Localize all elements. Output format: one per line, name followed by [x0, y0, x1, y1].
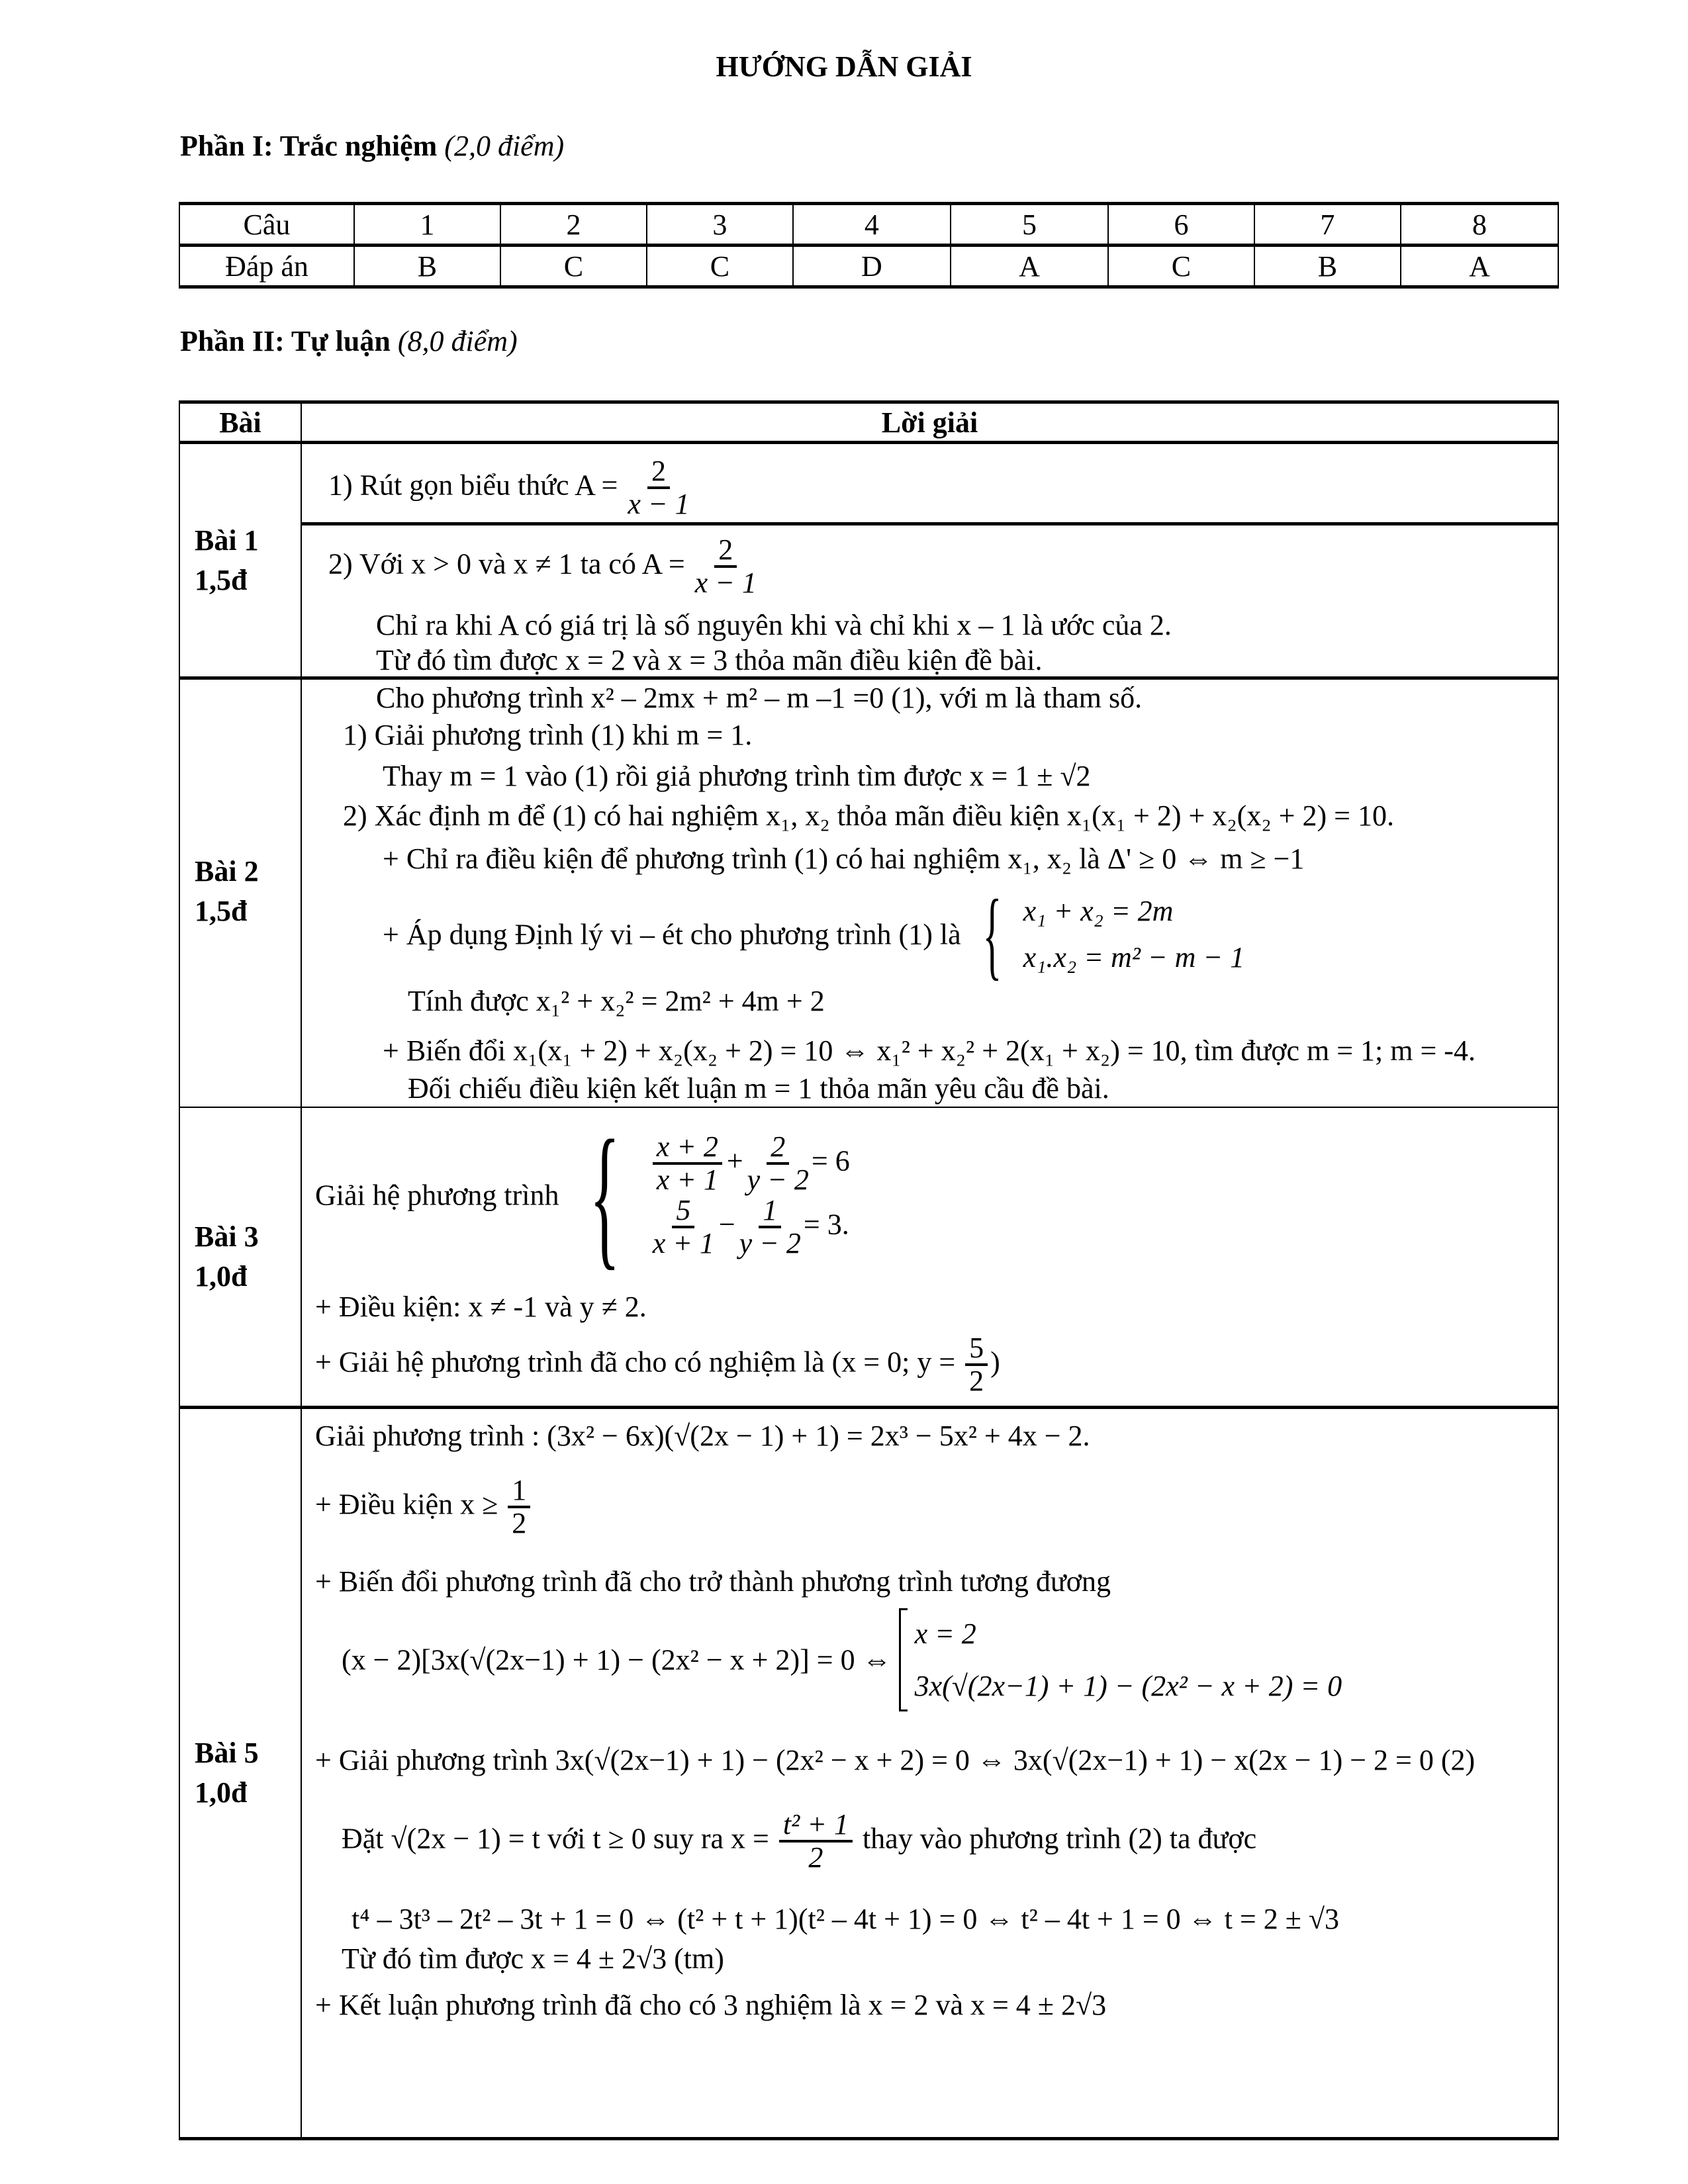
answer-cell: B	[354, 246, 500, 287]
bai2-line1: Cho phương trình x² – 2mx + m² – m –1 =0 (1), với m là tham số.	[376, 682, 1143, 714]
bai1-title: Bài 1	[195, 523, 259, 557]
bai5-title: Bài 5	[195, 1737, 259, 1769]
system-eq2	[650, 1195, 850, 1259]
answer-cell: A	[951, 246, 1108, 287]
bai5-line5: + Giải phương trình 3x(√(2x−1) + 1) − (2x² − x + 2) = 0 ⇔ 3x(√(2x−1) + 1) − x(2x − 1) − 2 = 0 (2)	[315, 1744, 1476, 1776]
part2-heading-text: Phần II: Tự luận	[180, 325, 391, 357]
bai1-part2-cell	[301, 524, 1558, 678]
bai5-line9: + Kết luận phương trình đã cho có 3 nghiệm là x = 2 và x = 4 ± 2√3	[315, 1989, 1107, 2021]
question-number: 6	[1108, 204, 1254, 246]
bai1-line3: Chỉ ra khi A có giá trị là số nguyên khi và chỉ khi x – 1 là ước của 2.	[376, 609, 1172, 641]
bai2-l6-text: + Áp dụng Định lý vi – ét cho phương trình (1) là	[383, 918, 961, 951]
denominator: 2	[808, 1841, 823, 1874]
fraction	[747, 1132, 809, 1195]
bai3-label	[179, 1107, 301, 1408]
bai1-score: 1,5đ	[195, 563, 248, 596]
question-number: 7	[1254, 204, 1401, 246]
answer-cell: B	[1254, 246, 1401, 287]
answer-cell: C	[500, 246, 647, 287]
bai3-row	[179, 1107, 1558, 1408]
page-title: HƯỚNG DẪN GIẢI	[716, 50, 972, 83]
bai5-cell	[301, 1408, 1558, 2139]
bai5-row	[179, 1408, 1558, 2139]
denominator: x − 1	[694, 567, 757, 600]
bai5-label	[179, 1408, 301, 2139]
bai5-line2	[315, 1475, 533, 1539]
bai2-row	[179, 678, 1558, 1108]
question-number: 1	[354, 204, 500, 246]
bai3-l1-text: Giải hệ phương trình	[315, 1179, 559, 1212]
solution-header-row	[179, 402, 1558, 443]
answer-row	[179, 246, 1558, 287]
bai1-row-part1	[179, 443, 1558, 524]
numerator: 1	[759, 1195, 781, 1228]
system-eq1: x₁ + x₂ = 2m	[1023, 894, 1174, 927]
bai5-line3: + Biến đổi phương trình đã cho trở thành phương trình tương đương	[315, 1565, 1111, 1598]
answer-key-table	[179, 202, 1559, 289]
brace-symbol: {	[982, 880, 1002, 989]
bai1-l1-text: 1) Rút gọn biểu thức A =	[328, 469, 618, 502]
fraction	[695, 535, 757, 598]
bai5-line7: t⁴ – 3t³ – 2t² – 3t + 1 = 0 ⇔ (t² + t + 1)(t² – 4t + 1) = 0 ⇔ t² – 4t + 1 = 0 ⇔ t = 2 ± √3	[352, 1903, 1340, 1935]
bai3-line1	[315, 1107, 850, 1283]
bai5-l2-text: + Điều kiện x ≥	[315, 1488, 498, 1521]
part1-points: (2,0 điểm)	[444, 130, 565, 162]
fraction	[508, 1475, 530, 1539]
bai2-line8: + Biến đổi x₁(x₁ + 2) + x₂(x₂ + 2) = 10 ⇔ x₁² + x₂² + 2(x₁ + x₂) = 10, tìm được m = 1; m = -4.	[383, 1034, 1476, 1067]
numerator: 2	[714, 535, 737, 568]
bai1-l2-text: 2) Với x > 0 và x ≠ 1 ta có A =	[328, 547, 685, 580]
equation-system	[650, 1132, 850, 1259]
numerator: 5	[965, 1333, 988, 1366]
bai3-line3	[315, 1333, 1000, 1396]
operator: +	[724, 1144, 745, 1177]
bai2-line7: Tính được x₁² + x₂² = 2m² + 4m + 2	[408, 985, 825, 1017]
bai3-score: 1,0đ	[195, 1260, 248, 1293]
bai5-line1: Giải phương trình : (3x² − 6x)(√(2x − 1) + 1) = 2x³ − 5x² + 4x − 2.	[315, 1420, 1090, 1452]
bai2-score: 1,5đ	[195, 895, 248, 927]
bai3-cell	[301, 1107, 1558, 1408]
bai2-line6	[383, 880, 1245, 989]
part2-heading	[180, 324, 518, 358]
bai2-line2: 1) Giải phương trình (1) khi m = 1.	[343, 719, 753, 751]
question-number: 5	[951, 204, 1108, 246]
closing-paren: )	[990, 1345, 1000, 1379]
bai2-label	[179, 678, 301, 1108]
bai5-l6-text: Đặt √(2x − 1) = t với t ≥ 0 suy ra x =	[342, 1822, 769, 1855]
answer-cell: D	[793, 246, 951, 287]
numerator: x + 2	[653, 1132, 722, 1165]
bai2-line3: Thay m = 1 vào (1) rồi giả phương trình tìm được x = 1 ± √2	[383, 760, 1091, 792]
bai2-line9: Đối chiếu điều kiện kết luận m = 1 thỏa mãn yêu cầu đề bài.	[408, 1072, 1109, 1105]
fraction	[628, 456, 689, 520]
answer-cell: A	[1401, 246, 1558, 287]
bai5-line8: Từ đó tìm được x = 4 ± 2√3 (tm)	[342, 1942, 724, 1975]
fraction	[653, 1132, 722, 1195]
question-number: 2	[500, 204, 647, 246]
bracket-symbol	[899, 1608, 908, 1711]
fraction	[653, 1195, 714, 1259]
bai3-l3-text: + Giải hệ phương trình đã cho có nghiệm là (x = 0; y =	[315, 1345, 956, 1379]
denominator: 2	[969, 1365, 984, 1398]
numerator: t² + 1	[779, 1809, 853, 1843]
denominator: y − 2	[739, 1227, 801, 1260]
header-bai: Bài	[179, 402, 301, 443]
bai1-line4: Từ đó tìm được x = 2 và x = 3 thỏa mãn điều kiện đề bài.	[376, 644, 1043, 676]
part1-heading-text: Phần I: Trắc nghiệm	[180, 130, 438, 162]
fraction	[739, 1195, 801, 1259]
row-label-question: Câu	[179, 204, 354, 246]
bai2-line4: 2) Xác định m để (1) có hai nghiệm x₁, x₂ thỏa mãn điều kiện x₁(x₁ + 2) + x₂(x₂ + 2) = 10.	[343, 799, 1394, 832]
fraction	[779, 1809, 853, 1873]
rhs: = 6	[811, 1144, 850, 1177]
bai1-part1-cell	[301, 443, 1558, 524]
question-number: 3	[647, 204, 793, 246]
denominator: x − 1	[628, 488, 690, 521]
bai2-title: Bài 2	[195, 855, 259, 887]
header-loi-giai: Lời giải	[301, 402, 1558, 443]
bai5-line4	[342, 1608, 1342, 1712]
solution-table	[179, 400, 1559, 2140]
denominator: y − 2	[747, 1163, 809, 1196]
numerator: 2	[647, 456, 670, 489]
question-number: 8	[1401, 204, 1558, 246]
denominator: x + 1	[652, 1227, 714, 1260]
case-1: x = 2	[914, 1617, 976, 1650]
question-number: 4	[793, 204, 951, 246]
system-eq1	[650, 1132, 850, 1195]
answer-cell: C	[647, 246, 793, 287]
bai2-line5: + Chỉ ra điều kiện để phương trình (1) có hai nghiệm x₁, x₂ là Δ' ≥ 0 ⇔ m ≥ −1	[383, 842, 1305, 875]
bai5-score: 1,0đ	[195, 1776, 248, 1809]
bai1-label	[179, 443, 301, 678]
operator: −	[716, 1208, 737, 1241]
case-list	[915, 1608, 1342, 1712]
bai2-cell	[301, 678, 1558, 1108]
numerator: 1	[508, 1475, 530, 1508]
bai1-row-part2	[179, 524, 1558, 678]
numerator: 2	[767, 1132, 789, 1165]
bai3-title: Bài 3	[195, 1220, 259, 1253]
question-row	[179, 204, 1558, 246]
numerator: 5	[672, 1195, 694, 1228]
vieta-system	[1023, 888, 1244, 981]
part1-heading	[180, 129, 564, 163]
bai5-l6-suffix: thay vào phương trình (2) ta được	[862, 1822, 1257, 1855]
rhs: = 3.	[803, 1208, 849, 1241]
part2-points: (8,0 điểm)	[397, 325, 518, 357]
answer-cell: C	[1108, 246, 1254, 287]
denominator: 2	[512, 1507, 527, 1540]
brace-symbol: {	[589, 1107, 620, 1283]
case-2: 3x(√(2x−1) + 1) − (2x² − x + 2) = 0	[914, 1670, 1342, 1703]
bai1-line1	[328, 456, 692, 520]
bai5-line6	[342, 1809, 1256, 1873]
row-label-answer: Đáp án	[179, 246, 354, 287]
denominator: x + 1	[656, 1163, 718, 1196]
system-eq2: x₁.x₂ = m² − m − 1	[1023, 941, 1245, 974]
bai3-line2: + Điều kiện: x ≠ -1 và y ≠ 2.	[315, 1291, 647, 1323]
bai1-line2	[328, 535, 759, 598]
bai5-l4-text: (x − 2)[3x(√(2x−1) + 1) − (2x² − x + 2)] = 0 ⇔	[342, 1643, 892, 1676]
fraction	[965, 1333, 988, 1396]
